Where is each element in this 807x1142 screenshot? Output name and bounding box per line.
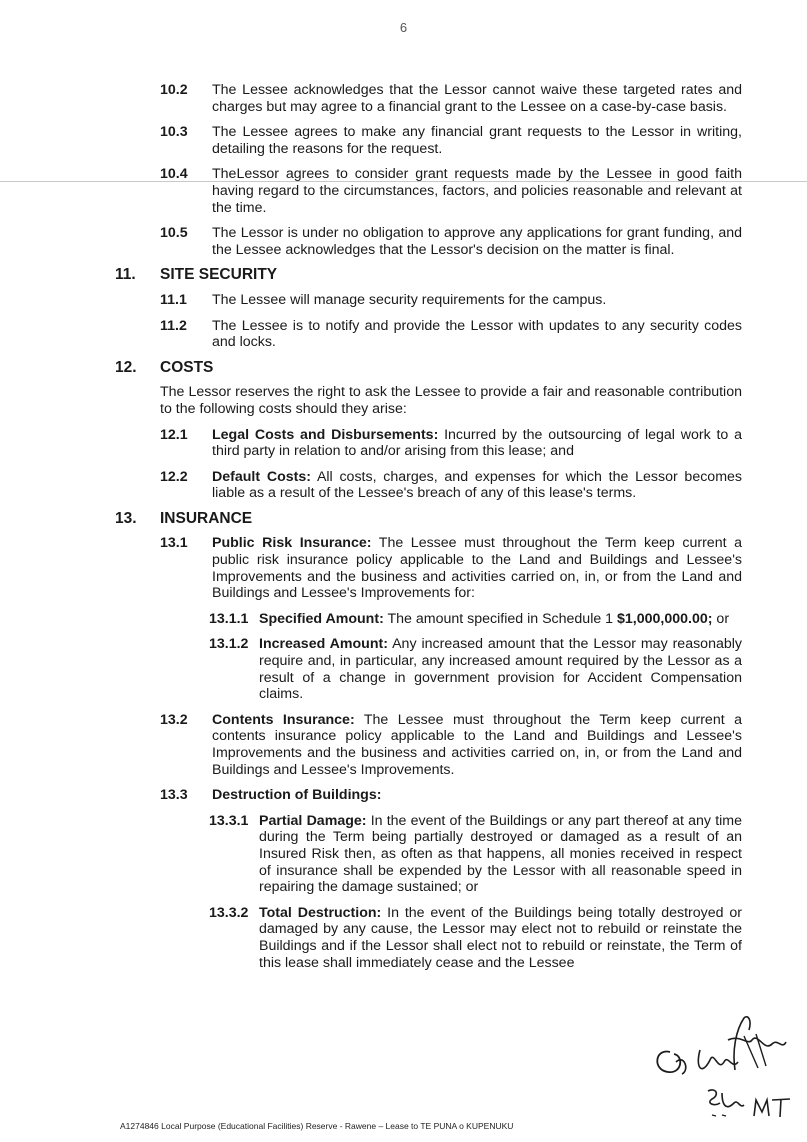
clause-13-3-2 <box>0 905 807 971</box>
clause-13-1-2 <box>0 636 807 702</box>
clause-heading: Public Risk Insurance: <box>212 535 372 552</box>
clause-heading: Destruction of Buildings: <box>212 787 382 804</box>
clause-text <box>212 469 742 502</box>
clause-13-3-1 <box>0 813 807 896</box>
section-heading-costs <box>0 360 807 377</box>
clause-heading: Specified Amount: <box>259 610 384 627</box>
clause-body: All costs, charges, and expenses for which the Lessor becomes liable as a result of the Lessee's breach of any of this lease's terms. <box>212 468 743 502</box>
section-heading-insurance <box>0 511 807 528</box>
document-body <box>0 82 807 980</box>
clause-number: 10.4 <box>160 166 188 183</box>
clause-text: The Lessee acknowledges that the Lessor cannot waive these targeted rates and charges but may agree to a financial grant to the Lessee on a case-by-case basis. <box>212 82 742 115</box>
clause-number: 13.3.1 <box>209 812 249 829</box>
clause-10-2 <box>0 82 807 115</box>
clause-number: 12.2 <box>160 468 188 485</box>
clause-13-2 <box>0 712 807 778</box>
section-title: INSURANCE <box>160 509 253 527</box>
clause-number: 13.2 <box>160 711 188 728</box>
clause-number: 10.2 <box>160 82 188 98</box>
initials-mt <box>752 1094 794 1120</box>
clause-body: The Lessee must throughout the Term keep current a public risk insurance policy applicable to the Land and Buildings and Lessee's Improvements and the business and activities carried on, in, or from the Land and Buildings and Lessee's Improvements for: <box>212 535 742 602</box>
specified-amount: $1,000,000.00; <box>617 610 713 627</box>
clause-10-4 <box>0 166 807 216</box>
clause-text: The Lessee agrees to make any financial grant requests to the Lessor in writing, detailing the reasons for the request. <box>212 124 742 157</box>
section-number: 13. <box>115 509 137 527</box>
clause-13-1 <box>0 535 807 601</box>
page-number: 6 <box>399 20 408 35</box>
section-number: 12. <box>115 358 137 376</box>
clause-number: 12.1 <box>160 426 188 443</box>
clause-body: The Lessee must throughout the Term keep current a contents insurance policy applicable to the Land and Buildings and Lessee's Improvements and the business and activities carried on, in, or from the Land and Buildings and Lessee's Improvements. <box>212 711 742 778</box>
section-number: 11. <box>115 266 136 284</box>
section-heading-site-security <box>0 267 807 284</box>
clause-number: 13.3 <box>160 787 188 804</box>
clause-heading: Increased Amount: <box>259 636 388 653</box>
clause-body: The amount specified in Schedule 1 <box>383 610 618 627</box>
clause-text: The Lessor is under no obligation to approve any applications for grant funding, and the Lessee acknowledges that the Lessor's decision on the matter is final. <box>212 225 742 258</box>
handwritten-signature <box>640 1010 800 1085</box>
clause-heading: Partial Damage: <box>259 812 367 829</box>
section-title: SITE SECURITY <box>160 266 278 284</box>
clause-body: Any increased amount that the Lessor may reasonably require and, in particular, any increased amount required by the Lessor as a result of a change in government provision for Accident Compensation claims. <box>259 636 742 703</box>
clause-text: TheLessor agrees to consider grant requests made by the Lessee in good faith having regard to the circumstances, factors, and policies reasonable and relevant at the time. <box>212 166 742 216</box>
clause-number: 13.1.2 <box>209 636 249 653</box>
clause-number: 13.1.1 <box>209 610 249 627</box>
clause-text <box>212 427 742 460</box>
clause-heading: Legal Costs and Disbursements: <box>212 426 439 443</box>
clause-body: In the event of the Buildings being totally destroyed or damaged by any cause, the Lessor may elect not to rebuild or reinstate the Buildings and if the Lessor shall elect not to rebuild or reinstate, the Term of this lease shall immediately cease and the Lessee <box>259 904 742 971</box>
clause-text: The Lessee will manage security requirements for the campus. <box>212 291 607 308</box>
clause-number: 13.3.2 <box>209 904 249 921</box>
clause-number: 11.2 <box>160 317 187 334</box>
clause-11-1 <box>0 292 807 309</box>
clause-12-2 <box>0 469 807 502</box>
clause-text: The Lessee is to notify and provide the Lessor with updates to any security codes and locks. <box>212 317 742 351</box>
clause-heading: Default Costs: <box>212 468 311 485</box>
clause-heading: Contents Insurance: <box>212 711 355 728</box>
initials-mark <box>700 1085 745 1125</box>
clause-13-1-1 <box>0 611 807 628</box>
clause-text <box>259 905 742 971</box>
clause-text <box>259 813 742 896</box>
clause-number: 13.1 <box>160 535 188 552</box>
clause-number: 11.1 <box>160 291 187 308</box>
clause-body: In the event of the Buildings or any part thereof at any time during the Term being partially destroyed or damaged as a result of an Insured Risk then, as often as that happens, all monies received in respect of insurance shall be expended by the Lessor with all reasonable speed in repairing the damage sustained; or <box>259 812 742 896</box>
clause-10-3 <box>0 124 807 157</box>
clause-heading: Total Destruction: <box>259 904 382 921</box>
costs-intro: The Lessor reserves the right to ask the Lessee to provide a fair and reasonable contribution to the following costs should they arise: <box>160 384 742 417</box>
clause-text <box>259 611 742 628</box>
clause-10-5 <box>0 225 807 258</box>
clause-11-2 <box>0 318 807 351</box>
clause-text <box>212 787 742 804</box>
clause-text <box>212 535 742 601</box>
clause-12-1 <box>0 427 807 460</box>
clause-13-3 <box>0 787 807 804</box>
clause-number: 10.3 <box>160 124 188 141</box>
section-title: COSTS <box>160 358 214 376</box>
clause-text <box>259 636 742 702</box>
document-footer: A1274846 Local Purpose (Educational Facilities) Reserve - Rawene – Lease to TE PUNA o KUPENUKU <box>120 1121 514 1131</box>
clause-body: Incurred by the outsourcing of legal work to a third party in relation to and/or arising from this lease; and <box>212 426 742 460</box>
clause-body-end: or <box>712 610 730 627</box>
clause-number: 10.5 <box>160 225 188 242</box>
clause-text <box>212 712 742 778</box>
